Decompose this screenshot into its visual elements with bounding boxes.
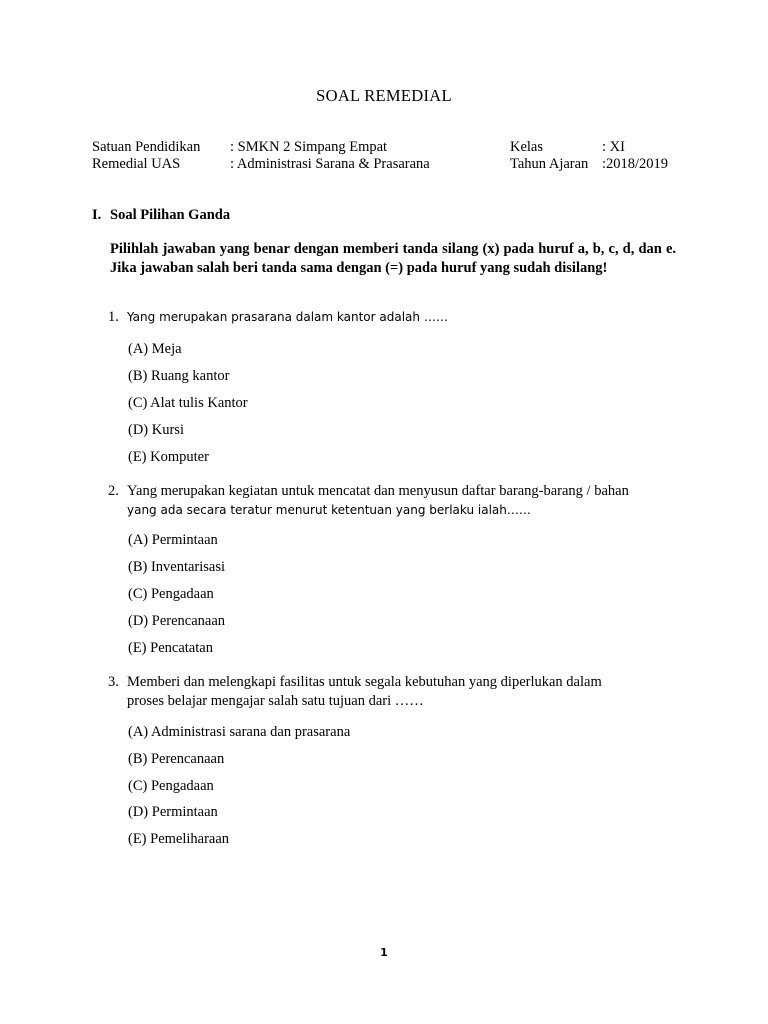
option-3e: (E) Pemeliharaan <box>128 831 230 847</box>
question-text-line-1: Memberi dan melengkapi fasilitas untuk segala kebutuhan yang diperlukan dalam <box>127 674 602 690</box>
question-number: 1. <box>108 309 119 325</box>
value-satuan-pendidikan: : SMKN 2 Simpang Empat <box>230 139 388 155</box>
section-title: Soal Pilihan Ganda <box>110 207 231 223</box>
option-2b: (B) Inventarisasi <box>128 559 226 575</box>
option-1b: (B) Ruang kantor <box>128 368 230 384</box>
section-number: I. <box>92 207 102 223</box>
label-tahun-ajaran: Tahun Ajaran <box>510 156 589 172</box>
question-text-line-1: Yang merupakan kegiatan untuk mencatat dan menyusun daftar barang-barang / bahan <box>127 483 629 499</box>
question-text-line-2: yang ada secara teratur menurut ketentuan yang berlaku ialah…… <box>127 502 531 517</box>
label-kelas: Kelas <box>510 139 544 155</box>
option-1a: (A) Meja <box>128 341 182 357</box>
section-heading <box>92 207 230 224</box>
question-text-line-2: proses belajar mengajar salah satu tujuan dari …… <box>127 692 424 709</box>
value-remedial-uas: : Administrasi Sarana & Prasarana <box>230 156 430 172</box>
info-row-exam <box>92 156 692 174</box>
info-row-school <box>92 139 692 157</box>
question-2 <box>108 482 676 519</box>
question-text: Yang merupakan prasarana dalam kantor adalah …… <box>127 310 448 324</box>
question-number: 2. <box>108 483 119 499</box>
option-3a: (A) Administrasi sarana dan prasarana <box>128 724 351 740</box>
label-satuan-pendidikan: Satuan Pendidikan <box>92 139 201 155</box>
option-2d: (D) Perencanaan <box>128 613 226 629</box>
option-3b: (B) Perencanaan <box>128 751 225 767</box>
option-2a: (A) Permintaan <box>128 532 218 548</box>
value-tahun-ajaran: :2018/2019 <box>602 156 669 172</box>
option-1e: (E) Komputer <box>128 449 209 465</box>
instruction-text: Pilihlah jawaban yang benar dengan memberi tanda silang (x) pada huruf a, b, c, d, dan e. Jika jawaban salah beri tanda sama dengan (=) pada huruf yang sudah disilang! <box>110 241 676 276</box>
option-1d: (D) Kursi <box>128 422 184 438</box>
document-title: SOAL REMEDIAL <box>316 86 452 105</box>
page-number: 1 <box>380 946 388 959</box>
option-3c: (C) Pengadaan <box>128 778 214 794</box>
option-3d: (D) Permintaan <box>128 804 218 820</box>
option-1c: (C) Alat tulis Kantor <box>128 395 248 411</box>
question-1 <box>108 308 676 327</box>
question-3 <box>108 673 676 710</box>
option-2e: (E) Pencatatan <box>128 640 213 656</box>
value-kelas: : XI <box>602 139 625 155</box>
option-2c: (C) Pengadaan <box>128 586 214 602</box>
question-number: 3. <box>108 674 119 690</box>
label-remedial-uas: Remedial UAS <box>92 156 181 172</box>
